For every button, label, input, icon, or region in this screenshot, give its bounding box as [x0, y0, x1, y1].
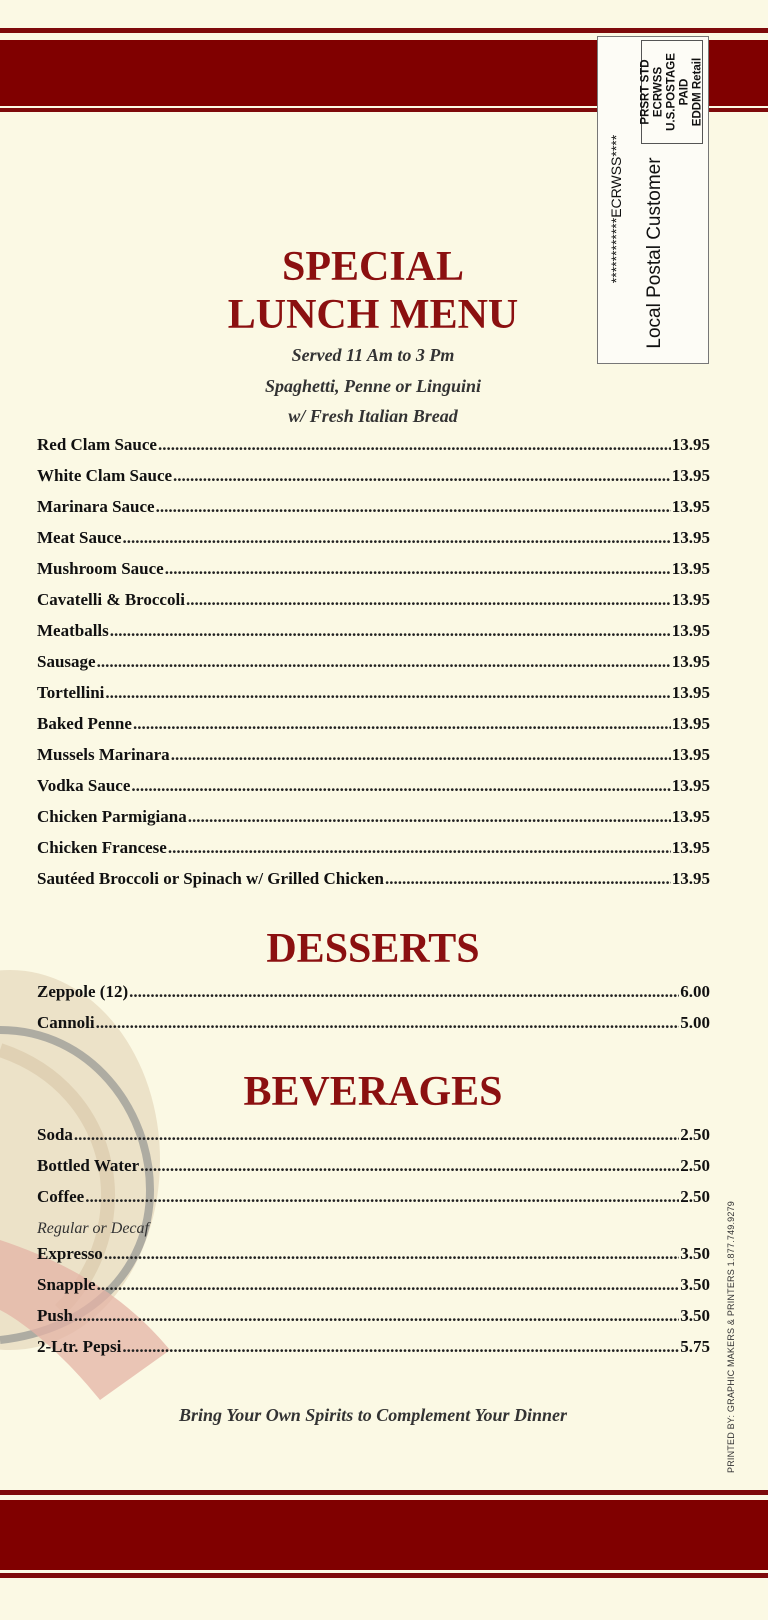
menu-item	[37, 559, 710, 590]
permit-line: ECRWSS	[652, 66, 665, 118]
item-name: Snapple	[37, 1275, 96, 1294]
item-price: 5.00	[680, 1013, 710, 1032]
dessert-item-list	[37, 982, 710, 1044]
item-price: 2.50	[680, 1156, 710, 1175]
item-price: 13.95	[671, 466, 710, 485]
permit-line: U.S.POSTAGE	[665, 53, 678, 131]
menu-item	[37, 1156, 710, 1187]
item-name: Chicken Francese	[37, 838, 167, 857]
item-name: Meatballs	[37, 621, 109, 640]
top-band-thin	[0, 28, 768, 33]
item-price: 2.50	[680, 1125, 710, 1144]
item-price: 5.75	[680, 1337, 710, 1356]
item-price: 13.95	[671, 714, 710, 733]
menu-item	[37, 466, 710, 497]
lunch-title-line2: LUNCH MENU	[227, 292, 519, 338]
item-price: 13.95	[671, 528, 710, 547]
menu-item	[37, 528, 710, 559]
item-name: Cannoli	[37, 1013, 95, 1032]
item-price: 13.95	[671, 652, 710, 671]
menu-item	[37, 435, 710, 466]
lunch-item-list	[37, 435, 710, 900]
item-price: 6.00	[680, 982, 710, 1001]
item-name: Meat Sauce	[37, 528, 122, 547]
item-price: 13.95	[671, 745, 710, 764]
item-name: Bottled Water	[37, 1156, 140, 1175]
menu-item	[37, 652, 710, 683]
menu-item	[37, 838, 710, 869]
menu-item	[37, 1306, 710, 1337]
item-price: 3.50	[680, 1244, 710, 1263]
permit-line: PAID	[678, 78, 691, 106]
item-name: Coffee	[37, 1187, 85, 1206]
beverage-item-list	[37, 1125, 710, 1368]
postage-permit-box	[641, 40, 703, 144]
menu-item	[37, 869, 710, 900]
menu-item	[37, 590, 710, 621]
item-name: White Clam Sauce	[37, 466, 173, 485]
item-name: Sautéed Broccoli or Spinach w/ Grilled Chicken	[37, 869, 384, 888]
item-price: 13.95	[671, 807, 710, 826]
item-name: Mushroom Sauce	[37, 559, 164, 578]
menu-item	[37, 982, 710, 1013]
menu-item	[37, 621, 710, 652]
pasta-choice: Spaghetti, Penne or Linguini	[264, 376, 482, 396]
beverages-heading: BEVERAGES	[243, 1069, 503, 1115]
menu-item	[37, 1337, 710, 1368]
item-name: Mussels Marinara	[37, 745, 170, 764]
item-name: Push	[37, 1306, 73, 1325]
lunch-title-line1: SPECIAL	[281, 244, 465, 290]
item-name: Marinara Sauce	[37, 497, 155, 516]
menu-item	[37, 1125, 710, 1156]
served-hours: Served 11 Am to 3 Pm	[291, 345, 455, 365]
bottom-band	[0, 1500, 768, 1570]
menu-item	[37, 807, 710, 838]
menu-item	[37, 1013, 710, 1044]
item-price: 13.95	[671, 590, 710, 609]
item-name: Soda	[37, 1125, 73, 1144]
item-price: 13.95	[671, 621, 710, 640]
item-price: 13.95	[671, 435, 710, 454]
permit-line: PRSRT STD	[639, 59, 652, 125]
item-name: Zeppole (12)	[37, 982, 129, 1001]
item-price: 3.50	[680, 1306, 710, 1325]
item-name: 2-Ltr. Pepsi	[37, 1337, 122, 1356]
item-name: Baked Penne	[37, 714, 132, 733]
desserts-heading: DESSERTS	[266, 926, 480, 972]
postal-customer: Local Postal Customer	[644, 157, 665, 349]
coffee-note: Regular or Decaf	[37, 1220, 149, 1237]
menu-item	[37, 714, 710, 745]
menu-item	[37, 1187, 710, 1218]
permit-line: EDDM Retail	[691, 57, 704, 127]
ecrwss-line: ************ECRWSS****	[608, 134, 624, 284]
item-price: 13.95	[671, 869, 710, 888]
byob-note: Bring Your Own Spirits to Complement Your Dinner	[179, 1405, 567, 1425]
menu-item	[37, 1244, 710, 1275]
menu-item	[37, 776, 710, 807]
item-name: Red Clam Sauce	[37, 435, 157, 454]
item-name: Cavatelli & Broccoli	[37, 590, 185, 609]
bottom-band-thin-lower	[0, 1573, 768, 1578]
item-name: Vodka Sauce	[37, 776, 131, 795]
bottom-band-thin	[0, 1490, 768, 1495]
item-name: Expresso	[37, 1244, 103, 1263]
item-price: 13.95	[671, 559, 710, 578]
item-price: 13.95	[671, 838, 710, 857]
item-name: Chicken Parmigiana	[37, 807, 187, 826]
item-price: 13.95	[671, 683, 710, 702]
item-price: 13.95	[671, 776, 710, 795]
menu-item	[37, 497, 710, 528]
menu-item	[37, 745, 710, 776]
item-price: 13.95	[671, 497, 710, 516]
menu-item	[37, 683, 710, 714]
menu-item	[37, 1275, 710, 1306]
item-name: Sausage	[37, 652, 96, 671]
item-name: Tortellini	[37, 683, 105, 702]
printer-credit: PRINTED BY: GRAPHIC MAKERS & PRINTERS 1.877.749.9279	[726, 1201, 736, 1473]
bread-note: w/ Fresh Italian Bread	[288, 406, 458, 426]
item-price: 3.50	[680, 1275, 710, 1294]
item-price: 2.50	[680, 1187, 710, 1206]
